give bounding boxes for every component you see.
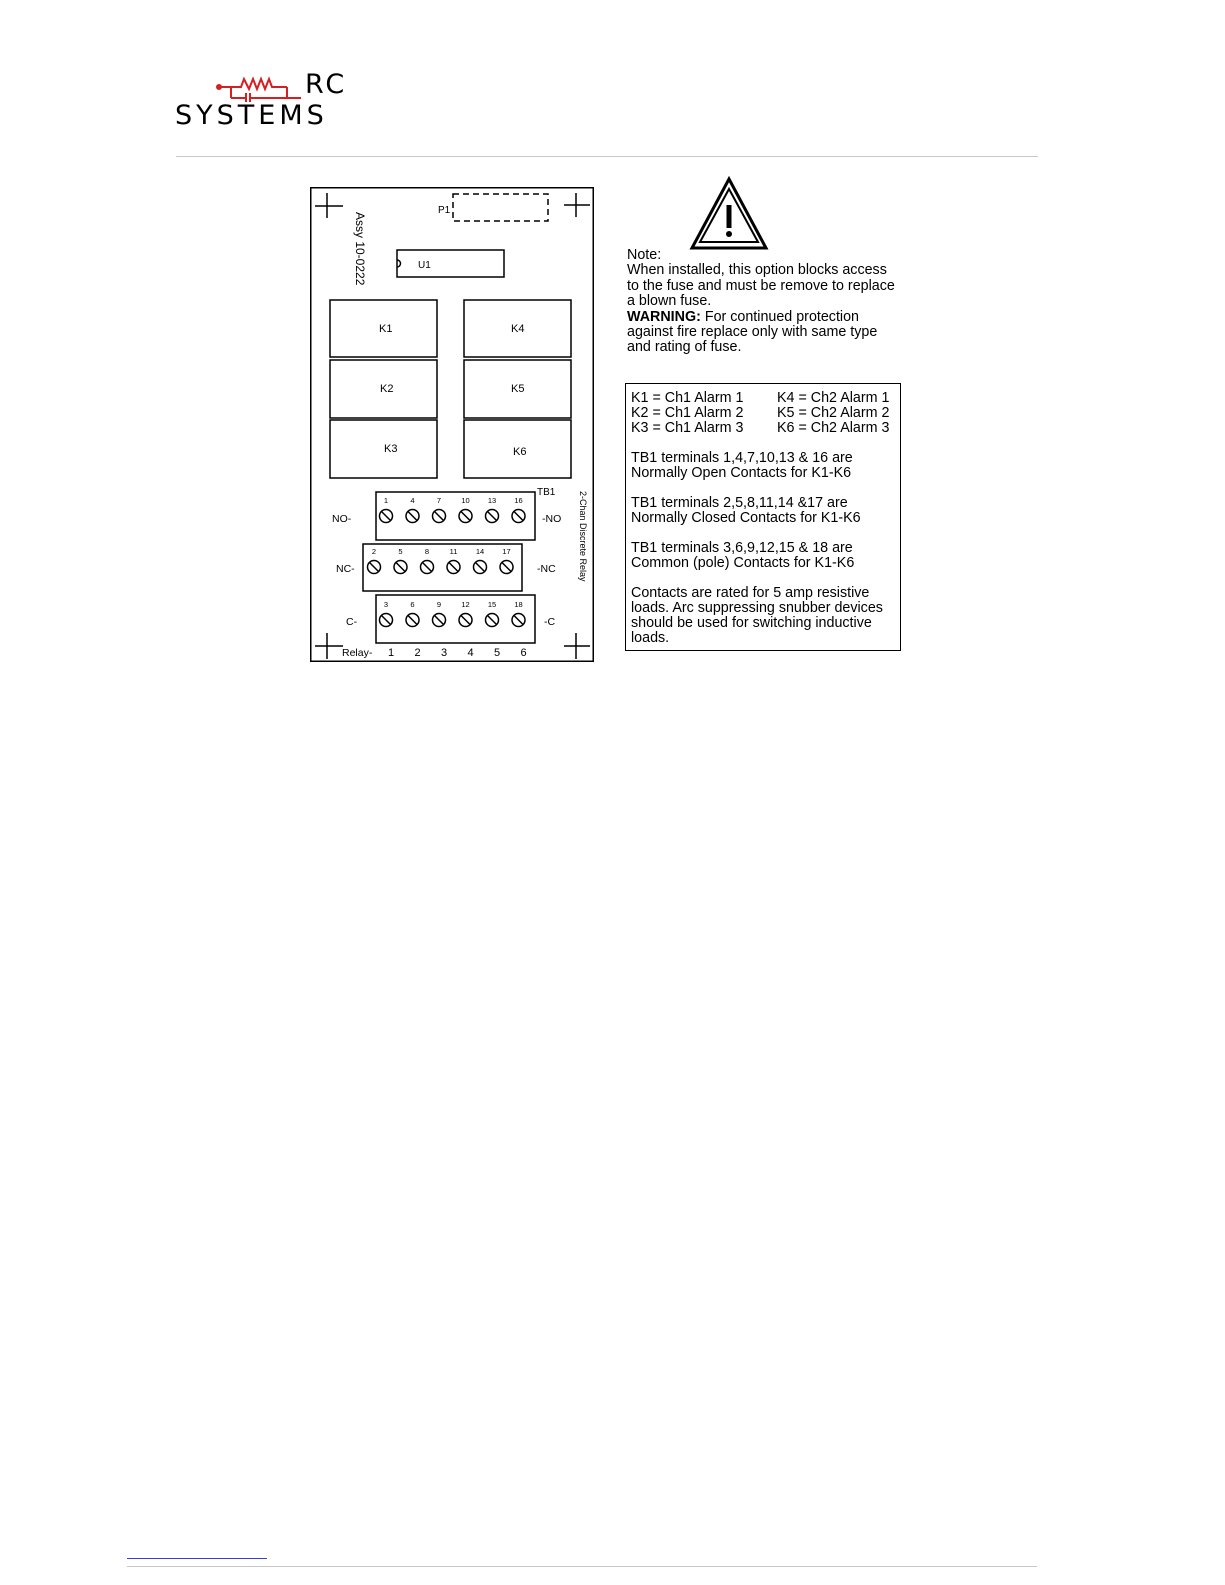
info-paragraph bbox=[631, 541, 900, 571]
resistor-capacitor-logo-icon bbox=[175, 68, 310, 102]
relay-number: 2 bbox=[414, 647, 421, 659]
terminal-block-nc bbox=[363, 544, 522, 591]
info-line: loads. Arc suppressing snubber devices bbox=[631, 600, 883, 616]
relay-board-diagram bbox=[310, 187, 594, 662]
note-heading: Note: bbox=[627, 247, 662, 263]
relay-label: K5 bbox=[511, 383, 525, 395]
footer-link-underline[interactable] bbox=[127, 1558, 267, 1559]
relay-map-cell: K1 = Ch1 Alarm 1 bbox=[631, 390, 744, 406]
relay-number: 4 bbox=[467, 647, 474, 659]
no-right-label: -NO bbox=[542, 513, 562, 525]
assembly-label: Assy 10-0222 bbox=[353, 212, 367, 286]
relay-map-cell: K2 = Ch1 Alarm 2 bbox=[631, 405, 744, 421]
terminal-number: 12 bbox=[461, 600, 470, 609]
terminal-number: 1 bbox=[383, 496, 389, 505]
relay-map-cell: K4 = Ch2 Alarm 1 bbox=[777, 390, 890, 406]
warning-label: WARNING: bbox=[627, 308, 701, 325]
terminal-number: 18 bbox=[514, 600, 523, 609]
u1-label: U1 bbox=[418, 260, 431, 271]
nc-right-label: -NC bbox=[537, 563, 556, 575]
note-line: When installed, this option blocks access bbox=[627, 262, 887, 279]
terminal-number: 9 bbox=[436, 600, 442, 609]
info-line: Common (pole) Contacts for K1-K6 bbox=[631, 555, 855, 571]
info-paragraph bbox=[631, 496, 900, 526]
terminal-block-c bbox=[376, 595, 535, 643]
info-paragraph bbox=[631, 586, 900, 646]
warning-text: For continued protection bbox=[700, 308, 860, 325]
u1-outline bbox=[397, 250, 504, 277]
info-line: Contacts are rated for 5 amp resistive bbox=[631, 585, 870, 601]
relay-map-row bbox=[631, 391, 900, 406]
terminal-number: 3 bbox=[383, 600, 389, 609]
terminal-number: 17 bbox=[502, 547, 511, 556]
info-line: loads. bbox=[631, 630, 670, 646]
relay-map-cell: K5 = Ch2 Alarm 2 bbox=[777, 405, 890, 421]
terminal-number: 7 bbox=[436, 496, 442, 505]
terminal-number: 8 bbox=[424, 547, 430, 556]
relay-map-cell: K6 = Ch2 Alarm 3 bbox=[777, 420, 890, 436]
relay-label: K4 bbox=[511, 323, 525, 335]
relay-number: 3 bbox=[440, 647, 448, 659]
info-line: TB1 terminals 1,4,7,10,13 & 16 are bbox=[631, 450, 853, 466]
footer-divider bbox=[127, 1566, 1037, 1567]
p1-outline bbox=[453, 194, 548, 221]
terminal-number: 5 bbox=[398, 547, 403, 556]
warning-triangle-icon bbox=[689, 176, 769, 252]
info-line: TB1 terminals 2,5,8,11,14 &17 are bbox=[631, 495, 848, 511]
info-line: Normally Open Contacts for K1-K6 bbox=[631, 465, 852, 481]
terminal-number: 4 bbox=[410, 496, 415, 505]
board-title-label: 2-Chan Discrete Relay bbox=[578, 491, 588, 582]
relay-label: K6 bbox=[513, 446, 527, 458]
terminal-number: 6 bbox=[410, 600, 415, 609]
rc-systems-logo bbox=[175, 68, 370, 132]
c-right-label: -C bbox=[544, 616, 556, 628]
info-line: Normally Closed Contacts for K1-K6 bbox=[631, 510, 861, 526]
p1-label: P1 bbox=[438, 205, 451, 216]
tb1-label: TB1 bbox=[537, 487, 556, 498]
terminal-number: 10 bbox=[461, 496, 470, 505]
relay-number: 1 bbox=[387, 647, 395, 659]
terminal-number: 16 bbox=[514, 496, 523, 505]
relay-row-label: Relay- bbox=[342, 647, 373, 659]
info-line: TB1 terminals 3,6,9,12,15 & 18 are bbox=[631, 540, 853, 556]
relay-number: 6 bbox=[520, 647, 527, 659]
relay-number: 5 bbox=[493, 647, 501, 659]
note-line: to the fuse and must be remove to replace bbox=[627, 277, 895, 294]
terminal-number: 15 bbox=[487, 600, 497, 609]
relay-map-row bbox=[631, 421, 900, 436]
logo-systems-text: SYSTEMS bbox=[175, 100, 328, 131]
warning-line: and rating of fuse. bbox=[627, 339, 742, 356]
warning-line bbox=[627, 310, 917, 325]
terminal-block-no bbox=[376, 492, 535, 540]
terminal-number: 11 bbox=[449, 547, 458, 556]
info-line: should be used for switching inductive bbox=[631, 615, 872, 631]
nc-left-label: NC- bbox=[336, 563, 355, 575]
info-paragraph bbox=[631, 451, 900, 481]
relay-label: K3 bbox=[384, 443, 398, 455]
relay-map-row bbox=[631, 406, 900, 421]
warning-line: against fire replace only with same type bbox=[627, 324, 878, 341]
terminal-number: 2 bbox=[371, 547, 377, 556]
terminal-number: 14 bbox=[475, 547, 485, 556]
relay-label: K2 bbox=[380, 383, 394, 395]
no-left-label: NO- bbox=[332, 513, 352, 525]
relay-map-cell: K3 = Ch1 Alarm 3 bbox=[631, 420, 744, 436]
terminal-number: 13 bbox=[487, 496, 497, 505]
header-divider bbox=[176, 156, 1038, 157]
note-line: a blown fuse. bbox=[627, 293, 712, 310]
relay-label: K1 bbox=[379, 323, 393, 335]
installation-note bbox=[627, 248, 917, 356]
relay-info-box bbox=[625, 383, 901, 651]
c-left-label: C- bbox=[346, 616, 358, 628]
logo-rc-text: RC bbox=[305, 69, 348, 100]
